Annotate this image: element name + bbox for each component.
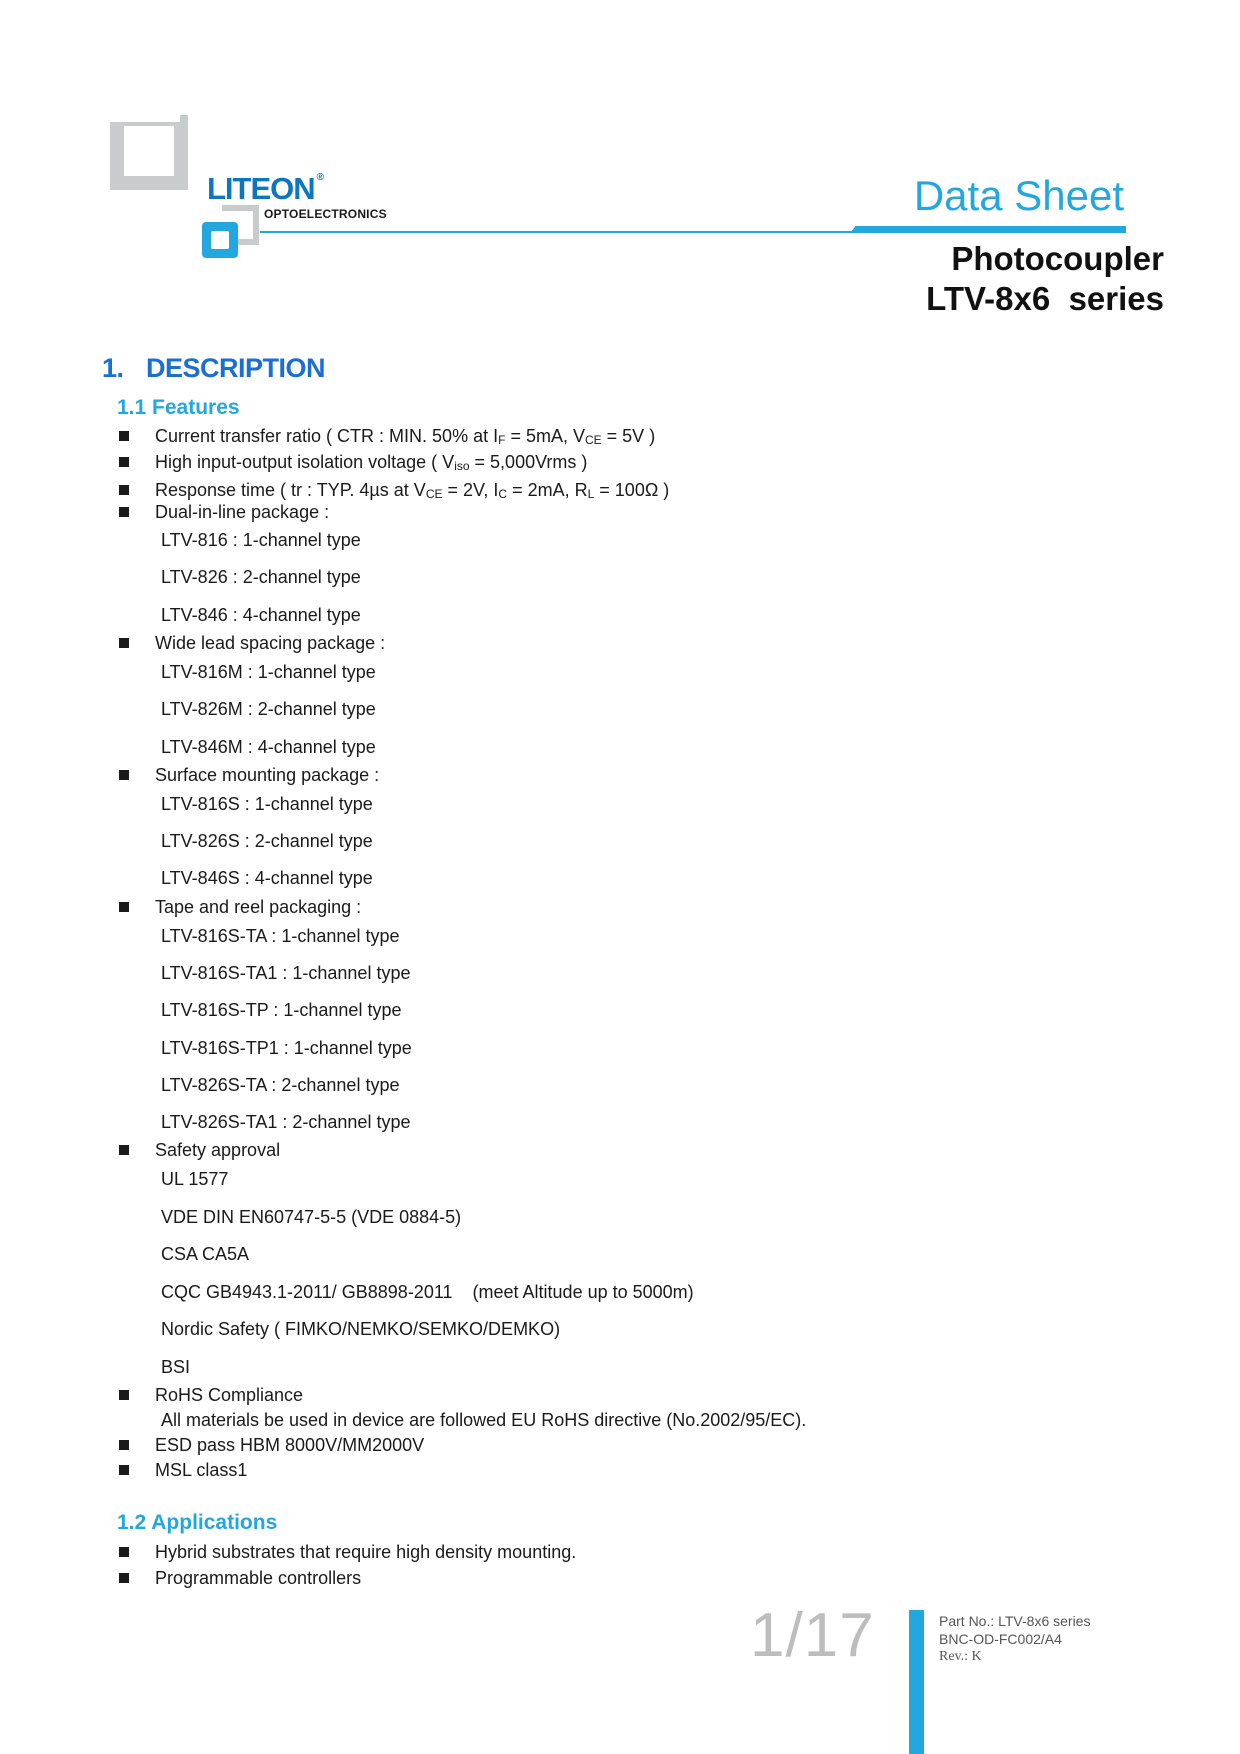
- bullet-icon: [119, 638, 129, 648]
- bullet-icon: [119, 902, 129, 912]
- document-code: BNC-OD-FC002/A4: [939, 1631, 1062, 1647]
- bullet-icon: [119, 1465, 129, 1475]
- product-title: [926, 239, 1164, 319]
- bullet-icon: [119, 431, 129, 441]
- bullet-icon: [119, 1390, 129, 1400]
- product-title-line1: Photocoupler: [951, 240, 1164, 277]
- bullet-icon: [119, 457, 129, 467]
- part-number: Part No.: LTV-8x6 series: [939, 1613, 1091, 1629]
- bullet-icon: [119, 485, 129, 495]
- bullet-icon: [119, 770, 129, 780]
- bullet-icon: [119, 1145, 129, 1155]
- revision: Rev.: K: [939, 1649, 982, 1664]
- product-title-line2: LTV-8x6 series: [926, 280, 1164, 317]
- footer-info: [939, 1612, 1090, 1666]
- brand-name: LITEON ®: [207, 171, 325, 206]
- bullet-icon: [119, 1547, 129, 1557]
- document-type-title: Data Sheet: [913, 172, 1124, 219]
- page-number: 1/17: [750, 1601, 875, 1670]
- brand-division: OPTOELECTRONICS: [264, 207, 387, 221]
- header-tab: [850, 226, 1126, 233]
- bullet-icon: [119, 507, 129, 517]
- features-heading: 1.1 Features: [117, 396, 240, 419]
- footer-bar: [909, 1610, 924, 1754]
- bullet-icon: [119, 1573, 129, 1583]
- liteon-logo-icon: [104, 106, 194, 196]
- section-heading: 1. DESCRIPTION: [102, 353, 326, 383]
- liteon-logo-small-icon: [198, 204, 260, 266]
- applications-heading: 1.2 Applications: [117, 1511, 278, 1534]
- bullet-icon: [119, 1440, 129, 1450]
